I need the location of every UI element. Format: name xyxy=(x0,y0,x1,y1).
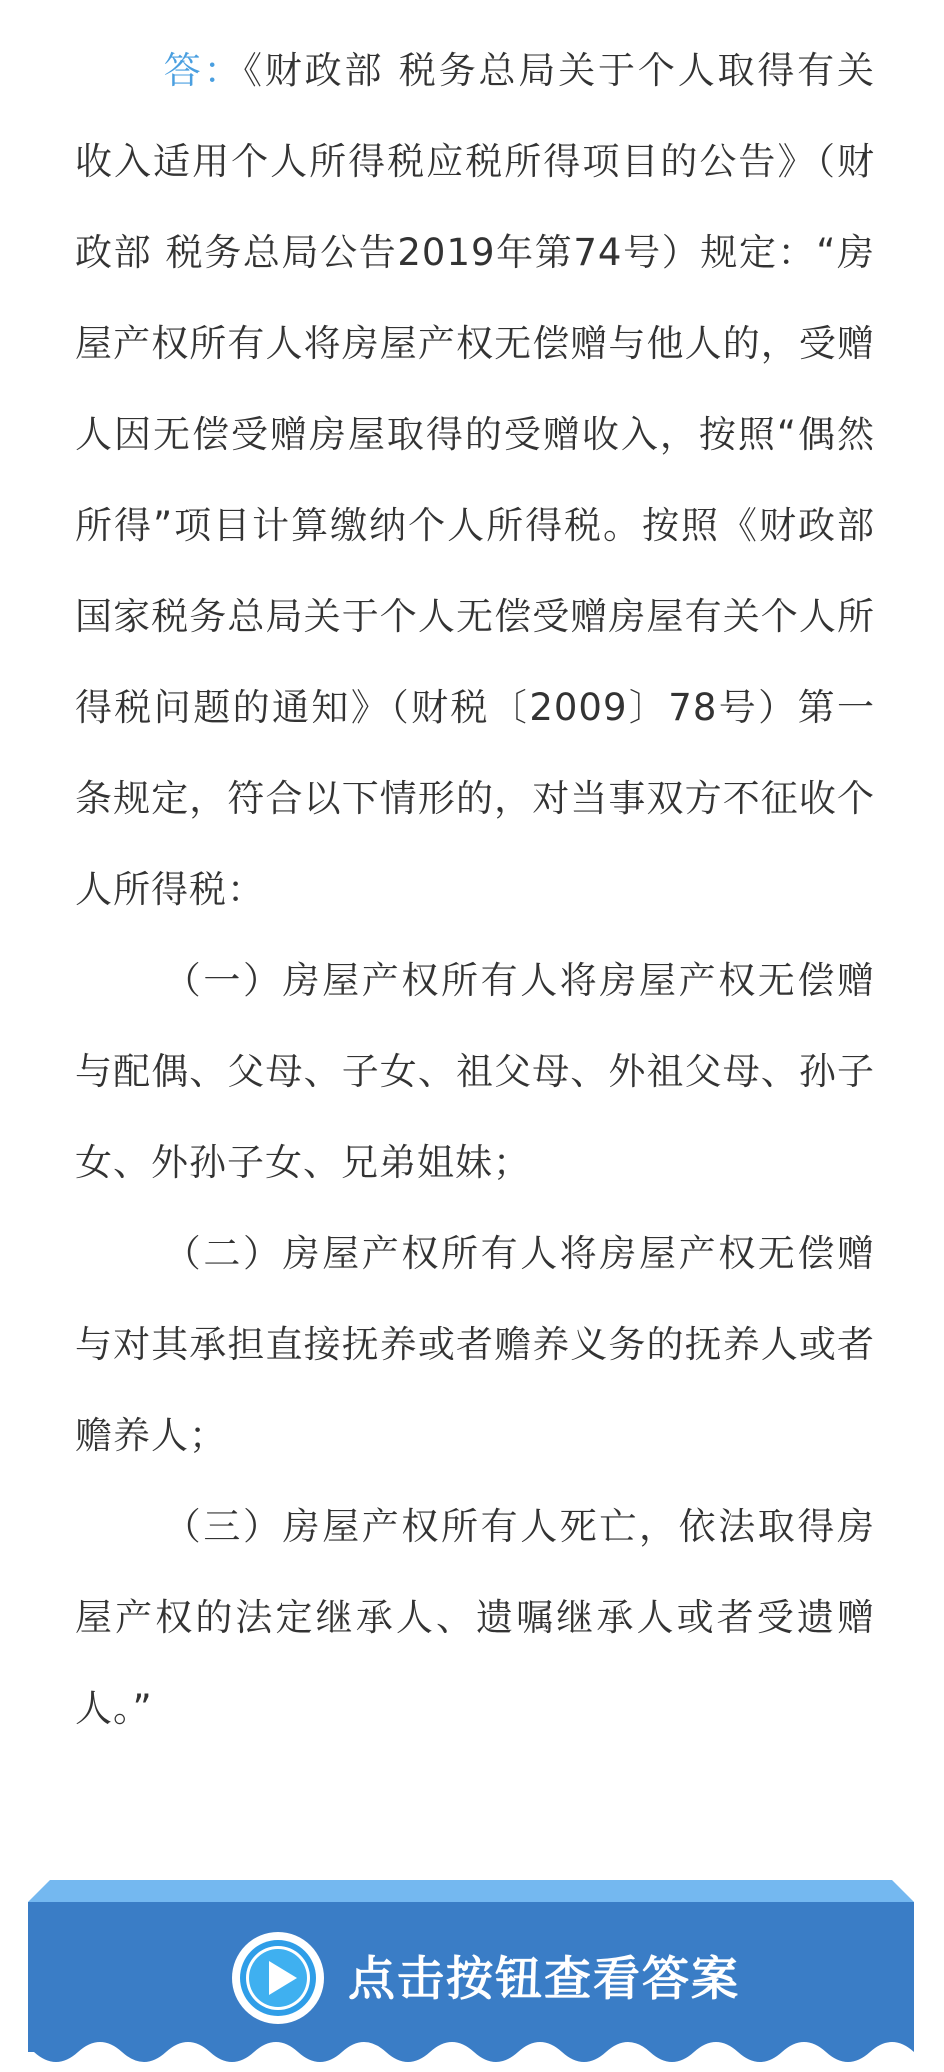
answer-text: 《财政部 税务总局关于个人取得有关收入适用个人所得税应税所得项目的公告》（财政部 税务总局公告2019年第74号）规定：“房屋产权所有人将房屋产权无偿赠与他人的，受赠人因无偿受赠房屋取得的受赠收入，按照“偶然所得”项目计算缴纳个人所得税。按照《财政部 国家税务总局关于个人无偿受赠房屋有关个人所得税问题的通知》（财税〔2009〕78号）第一条规定，符合以下情形的，对当事双方不征收个人所得税： xyxy=(75,49,876,911)
play-icon[interactable] xyxy=(228,1928,328,2028)
view-answer-banner[interactable] xyxy=(28,1880,914,2072)
exemption-item-1: （一）房屋产权所有人将房屋产权无偿赠与配偶、父母、子女、祖父母、外祖父母、孙子女、外孙子女、兄弟姐妹； xyxy=(75,959,875,1184)
answer-paragraph-1 xyxy=(75,25,875,935)
answer-label: 答： xyxy=(163,49,244,92)
exemption-item-3: （三）房屋产权所有人死亡，依法取得房屋产权的法定继承人、遗嘱继承人或者受遗赠人。” xyxy=(75,1505,875,1730)
view-answer-button-label[interactable]: 点击按钮查看答案 xyxy=(348,1952,740,2007)
answer-article xyxy=(75,25,875,1754)
exemption-item-2: （二）房屋产权所有人将房屋产权无偿赠与对其承担直接抚养或者赡养义务的抚养人或者赡养人； xyxy=(75,1232,875,1457)
